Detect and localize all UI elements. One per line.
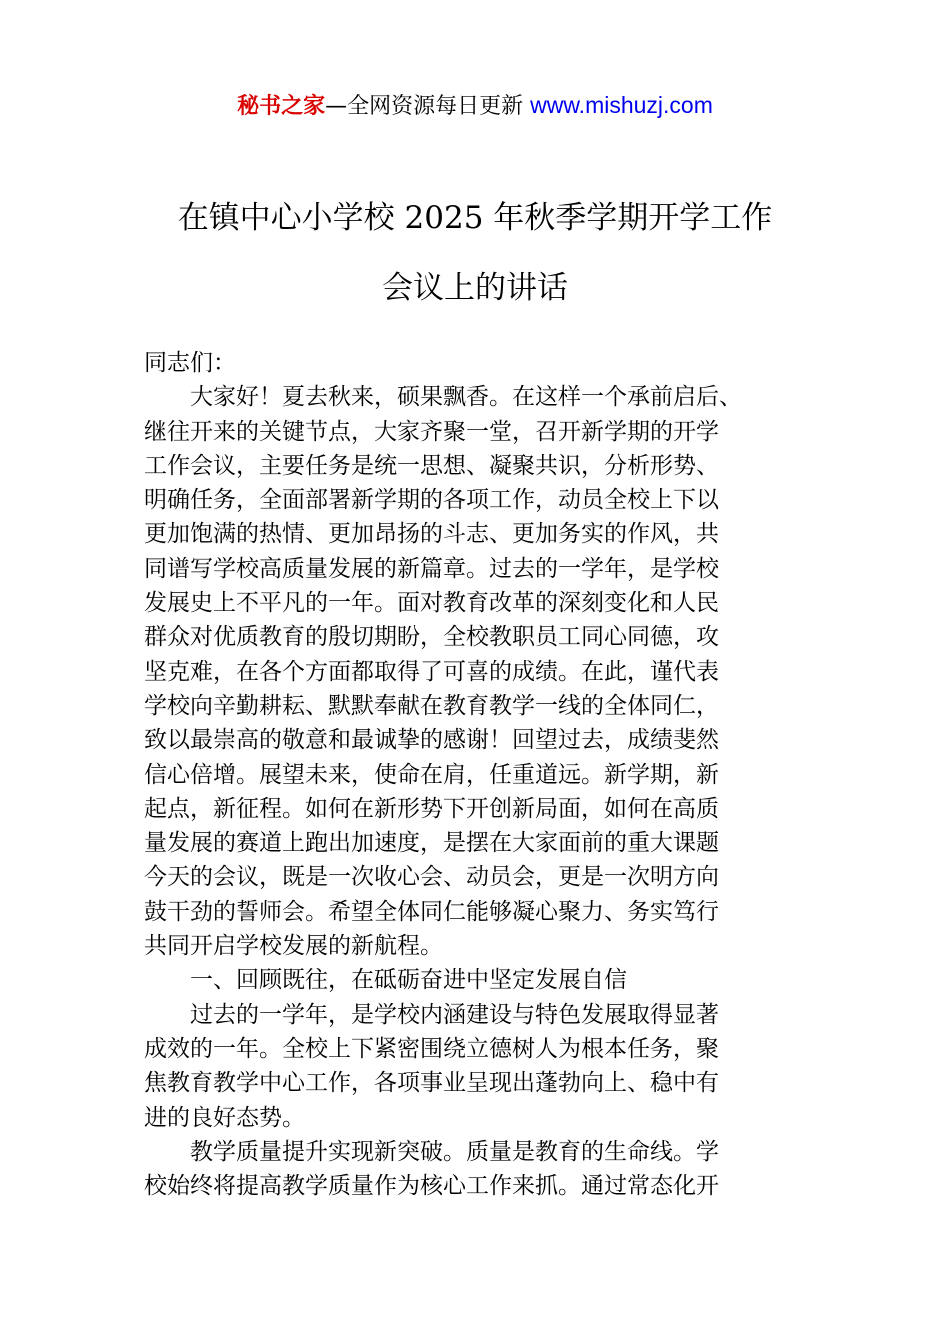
text-line: 起点，新征程。如何在新形势下开创新局面，如何在高质: [144, 795, 719, 822]
text-line: 教学质量提升实现新突破。质量是教育的生命线。学: [190, 1138, 719, 1165]
title-line-1: 在镇中心小学校 2025 年秋季学期开学工作: [177, 200, 773, 236]
text-line: 更加饱满的热情、更加昂扬的斗志、更加务实的作风，共: [144, 521, 719, 548]
title-line-2: 会议上的讲话: [382, 270, 568, 306]
text-line: 量发展的赛道上跑出加速度，是摆在大家面前的重大课题: [144, 830, 719, 857]
text-line: 今天的会议，既是一次收心会、动员会，更是一次明方向: [144, 864, 719, 891]
site-url-link[interactable]: www.mishuzj.com: [530, 92, 713, 118]
text-line: 校始终将提高教学质量作为核心工作来抓。通过常态化开: [144, 1173, 719, 1200]
document-title: [110, 183, 840, 323]
site-slogan: —全网资源每日更新: [325, 94, 531, 119]
section-heading-1: 一、回顾既往，在砥砺奋进中坚定发展自信: [190, 967, 627, 994]
text-line: 过去的一学年，是学校内涵建设与特色发展取得显著: [190, 1001, 719, 1028]
text-line: 致以最崇高的敬意和最诚挚的感谢！回望过去，成绩斐然: [144, 727, 719, 754]
text-line: 进的良好态势。: [144, 1104, 305, 1131]
text-line: 共同开启学校发展的新航程。: [144, 933, 443, 960]
text-line: 学校向辛勤耕耘、默默奉献在教育教学一线的全体同仁，: [144, 692, 719, 719]
text-line: 坚克难，在各个方面都取得了可喜的成绩。在此，谨代表: [144, 658, 719, 685]
text-line: 焦教育教学中心工作，各项事业呈现出蓬勃向上、稳中有: [144, 1070, 719, 1097]
text-line: 信心倍增。展望未来，使命在肩，任重道远。新学期，新: [144, 761, 719, 788]
text-line: 发展史上不平凡的一年。面对教育改革的深刻变化和人民: [144, 590, 719, 617]
speech-body: [144, 346, 808, 1203]
text-line: 工作会议，主要任务是统一思想、凝聚共识，分析形势、: [144, 452, 719, 479]
text-line: 群众对优质教育的殷切期盼，全校教职员工同心同德，攻: [144, 624, 719, 651]
text-line: 鼓干劲的誓师会。希望全体同仁能够凝心聚力、务实笃行: [144, 898, 719, 925]
site-header: [0, 88, 950, 124]
text-line: 同谱写学校高质量发展的新篇章。过去的一学年，是学校: [144, 555, 719, 582]
text-line: 明确任务，全面部署新学期的各项工作，动员全校上下以: [144, 487, 719, 514]
text-line: 大家好！夏去秋来，硕果飘香。在这样一个承前启后、: [190, 384, 742, 411]
salutation: 同志们：: [144, 350, 236, 376]
site-name: 秘书之家: [237, 94, 326, 119]
text-line: 继往开来的关键节点，大家齐聚一堂，召开新学期的开学: [144, 418, 719, 445]
text-line: 成效的一年。全校上下紧密围绕立德树人为根本任务，聚: [144, 1035, 719, 1062]
